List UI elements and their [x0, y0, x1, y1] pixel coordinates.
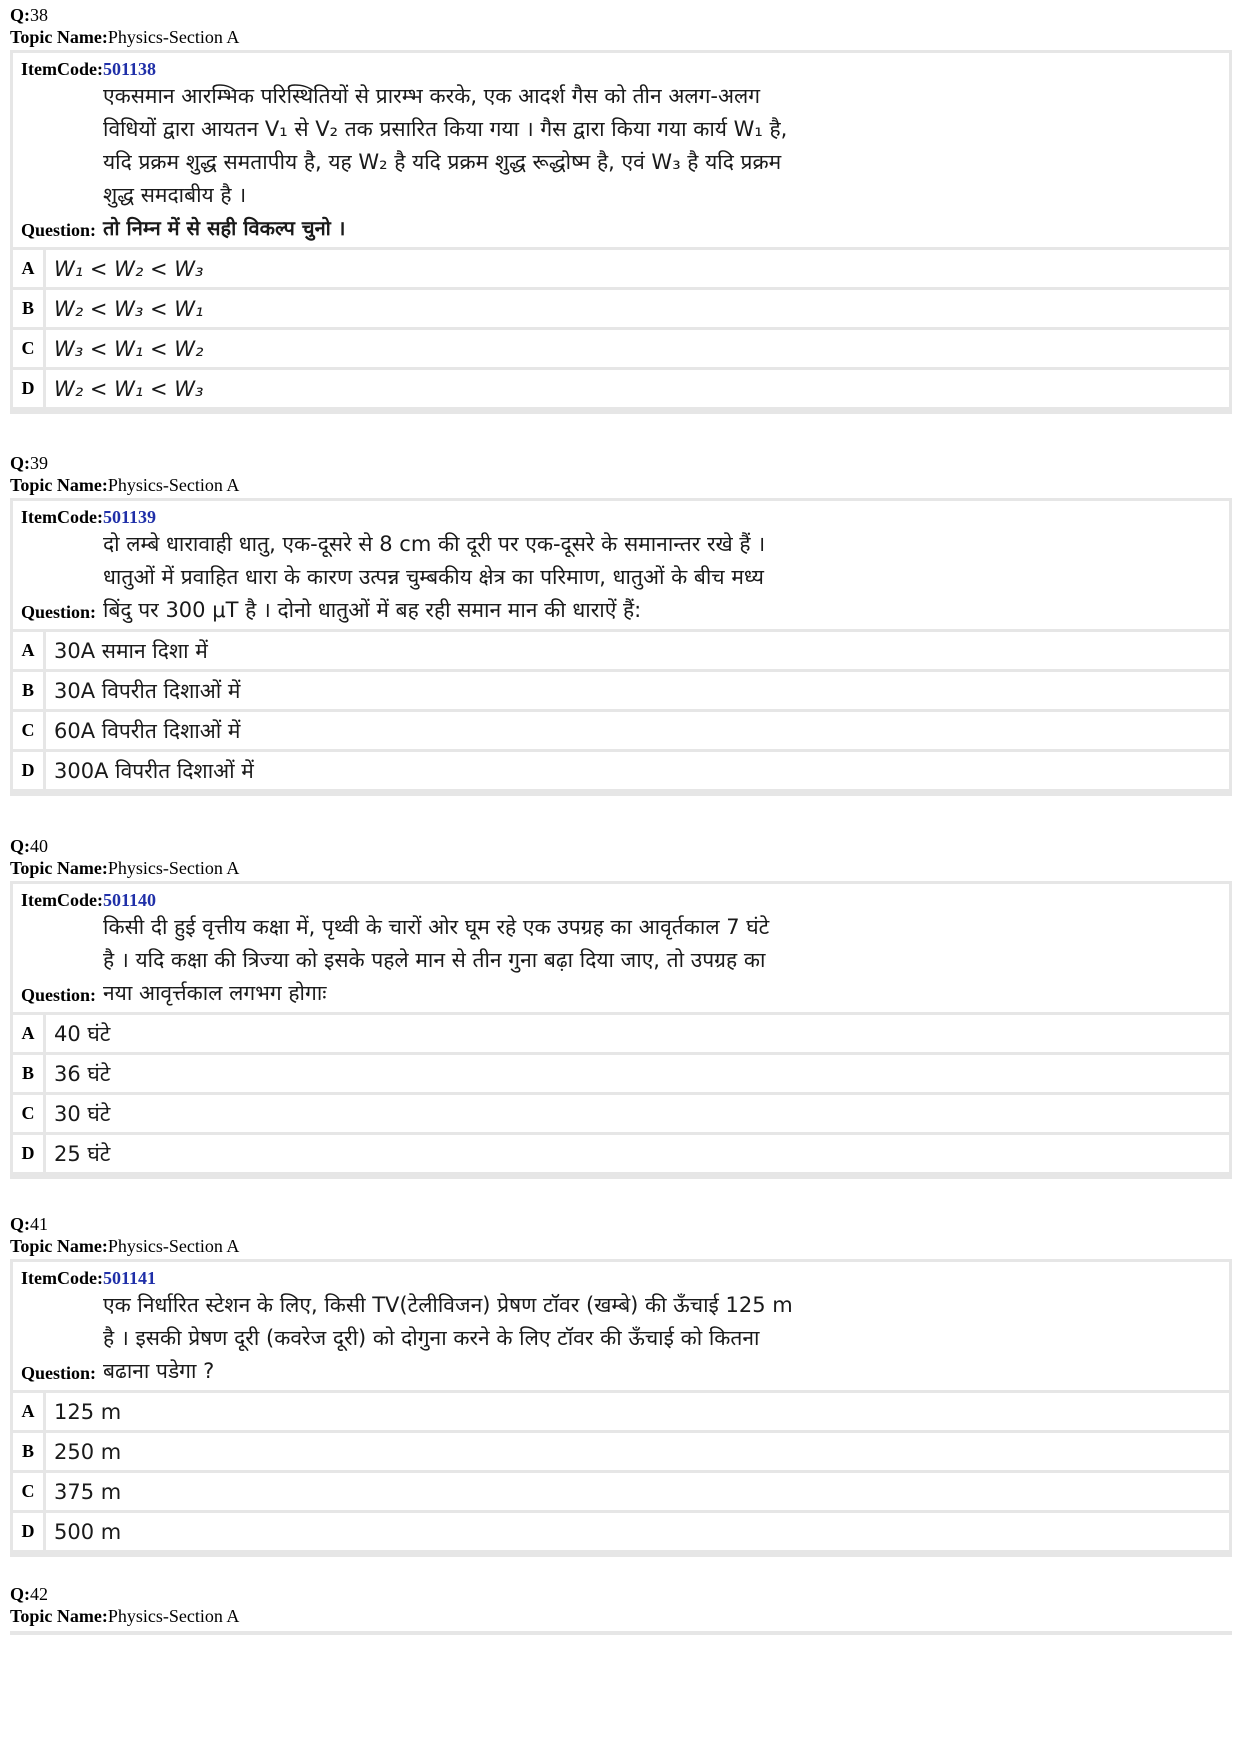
option-c[interactable]: C W₃ < W₁ < W₂: [13, 327, 1229, 367]
option-d[interactable]: D 300A विपरीत दिशाओं में: [13, 749, 1229, 789]
question-line: एक निर्धारित स्टेशन के लिए, किसी TV(टेलीविजन) प्रेषण टॉवर (खम्बे) की ऊँचाई 125 m: [103, 1293, 793, 1317]
option-b[interactable]: B 30A विपरीत दिशाओं में: [13, 669, 1229, 709]
option-c[interactable]: C 375 m: [13, 1470, 1229, 1510]
question-instruction: तो निम्न में से सही विकल्प चुनो ।: [103, 216, 346, 240]
question-body: [13, 528, 1229, 629]
question-block-40: [10, 835, 1232, 1179]
question-box: [10, 881, 1232, 1179]
question-number: Q:41: [10, 1214, 48, 1234]
box-divider: [10, 1631, 1232, 1635]
option-c[interactable]: C 60A विपरीत दिशाओं में: [13, 709, 1229, 749]
option-b[interactable]: B 36 घंटे: [13, 1052, 1229, 1092]
question-body: [13, 80, 1229, 247]
question-line: है । इसकी प्रेषण दूरी (कवरेज दूरी) को दोगुना करने के लिए टॉवर की ऊँचाई को कितना: [103, 1326, 760, 1350]
question-body: [13, 911, 1229, 1012]
item-code: ItemCode:501140: [21, 890, 156, 910]
option-d[interactable]: D W₂ < W₁ < W₃: [13, 367, 1229, 407]
question-line: है । यदि कक्षा की त्रिज्या को इसके पहले मान से तीन गुना बढ़ा दिया जाए, तो उपग्रह का: [103, 948, 766, 972]
question-block-38: [10, 4, 1232, 414]
topic-name: Topic Name:Physics-Section A: [10, 1236, 240, 1256]
topic-name: Topic Name:Physics-Section A: [10, 858, 240, 878]
question-label: Question:: [21, 220, 97, 240]
option-a[interactable]: A W₁ < W₂ < W₃: [13, 247, 1229, 287]
option-a[interactable]: A 125 m: [13, 1390, 1229, 1430]
topic-name: Topic Name:Physics-Section A: [10, 27, 240, 47]
question-body: [13, 1289, 1229, 1390]
question-box: [10, 50, 1232, 414]
question-label: Question:: [21, 985, 97, 1005]
option-d[interactable]: D 25 घंटे: [13, 1132, 1229, 1172]
question-line: बढाना पडेगा ?: [103, 1359, 215, 1383]
topic-name: Topic Name:Physics-Section A: [10, 1606, 240, 1626]
item-code: ItemCode:501141: [21, 1268, 156, 1288]
question-block-39: [10, 452, 1232, 796]
option-a[interactable]: A 30A समान दिशा में: [13, 629, 1229, 669]
question-box: [10, 498, 1232, 796]
question-line: एकसमान आरम्भिक परिस्थितियों से प्रारम्भ करके, एक आदर्श गैस को तीन अलग-अलग: [103, 84, 761, 108]
box-divider: [13, 407, 1229, 411]
box-divider: [13, 789, 1229, 793]
question-box: [10, 1259, 1232, 1557]
question-block-41: [10, 1213, 1232, 1557]
box-divider: [13, 1172, 1229, 1176]
question-line: दो लम्बे धारावाही धातु, एक-दूसरे से 8 cm की दूरी पर एक-दूसरे के समानान्तर रखे हैं ।: [103, 532, 766, 556]
question-line: शुद्ध समदाबीय है ।: [103, 183, 247, 207]
option-b[interactable]: B 250 m: [13, 1430, 1229, 1470]
item-code: ItemCode:501138: [21, 59, 156, 79]
question-line: किसी दी हुई वृत्तीय कक्षा में, पृथ्वी के चारों ओर घूम रहे एक उपग्रह का आवृर्तकाल 7 घंटे: [103, 915, 770, 939]
question-block-42: [10, 1583, 1232, 1635]
option-c[interactable]: C 30 घंटे: [13, 1092, 1229, 1132]
box-divider: [13, 1550, 1229, 1554]
question-number: Q:39: [10, 453, 48, 473]
question-label: Question:: [21, 1363, 97, 1383]
option-b[interactable]: B W₂ < W₃ < W₁: [13, 287, 1229, 327]
question-number: Q:38: [10, 5, 48, 25]
topic-name: Topic Name:Physics-Section A: [10, 475, 240, 495]
question-line: विधियों द्वारा आयतन V₁ से V₂ तक प्रसारित किया गया । गैस द्वारा किया गया कार्य W₁ है,: [103, 117, 788, 141]
question-line: नया आवृर्त्तकाल लगभग होगाः: [103, 981, 327, 1005]
question-number: Q:40: [10, 836, 48, 856]
question-line: धातुओं में प्रवाहित धारा के कारण उत्पन्न चुम्बकीय क्षेत्र का परिमाण, धातुओं के बीच मध्य: [103, 565, 764, 589]
question-line: बिंदु पर 300 μT है । दोनो धातुओं में बह रही समान मान की धाराऐं हैं:: [103, 598, 642, 622]
question-label: Question:: [21, 602, 97, 622]
question-line: यदि प्रक्रम शुद्ध समतापीय है, यह W₂ है यदि प्रक्रम शुद्ध रूद्धोष्म है, एवं W₃ है यदि प्रक्रम: [103, 150, 782, 174]
option-a[interactable]: A 40 घंटे: [13, 1012, 1229, 1052]
question-number: Q:42: [10, 1584, 48, 1604]
item-code: ItemCode:501139: [21, 507, 156, 527]
option-d[interactable]: D 500 m: [13, 1510, 1229, 1550]
